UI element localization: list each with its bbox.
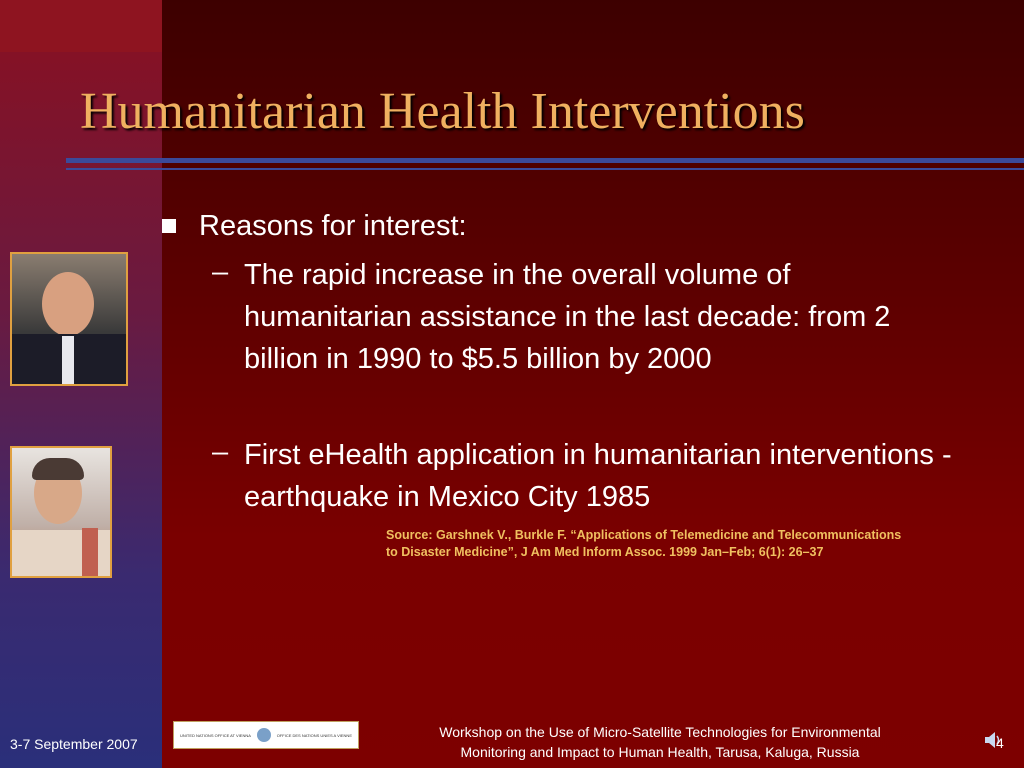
sub-bullet-volume: The rapid increase in the overall volume of humanitarian assistance in the last decade: from 2 billion in 1990 to $5.5 billion by 2000: [244, 259, 891, 375]
un-emblem-icon: [257, 728, 271, 742]
left-sidebar-top-block: [0, 0, 162, 52]
title-rule-thin: [66, 168, 1024, 170]
dash-bullet-icon: –: [212, 436, 229, 468]
speaker-photo-woman: [10, 446, 112, 578]
un-vienna-logo: [173, 721, 359, 749]
speaker-photo-man: [10, 252, 128, 386]
footer-date: 3-7 September 2007: [10, 736, 138, 752]
page-number: 4: [996, 735, 1004, 751]
bullet-reasons: Reasons for interest:: [199, 210, 467, 242]
sub-bullet-ehealth: First eHealth application in humanitarian interventions - earthquake in Mexico City 1985: [244, 439, 952, 513]
dash-bullet-icon: –: [212, 256, 229, 288]
title-rule: [66, 158, 1024, 163]
source-line-1: Source: Garshnek V., Burkle F. “Applications of Telemedicine and Telecommunications: [386, 528, 902, 542]
logo-text-right: OFFICE DES NATIONS UNIES A VIENNE: [276, 732, 352, 738]
source-line-2: to Disaster Medicine”, J Am Med Inform Assoc. 1999 Jan–Feb; 6(1): 26–37: [386, 545, 824, 559]
footer-workshop-line-2: Monitoring and Impact to Human Health, Tarusa, Kaluga, Russia: [460, 744, 860, 760]
footer-workshop-line-1: Workshop on the Use of Micro-Satellite Technologies for Environmental: [439, 724, 881, 740]
square-bullet-icon: [162, 219, 176, 233]
logo-text-left: UNITED NATIONS OFFICE AT VIENNA: [180, 732, 251, 738]
source-citation: [386, 527, 996, 561]
slide-title: Humanitarian Health Interventions: [80, 83, 805, 140]
footer-workshop: [380, 722, 940, 762]
